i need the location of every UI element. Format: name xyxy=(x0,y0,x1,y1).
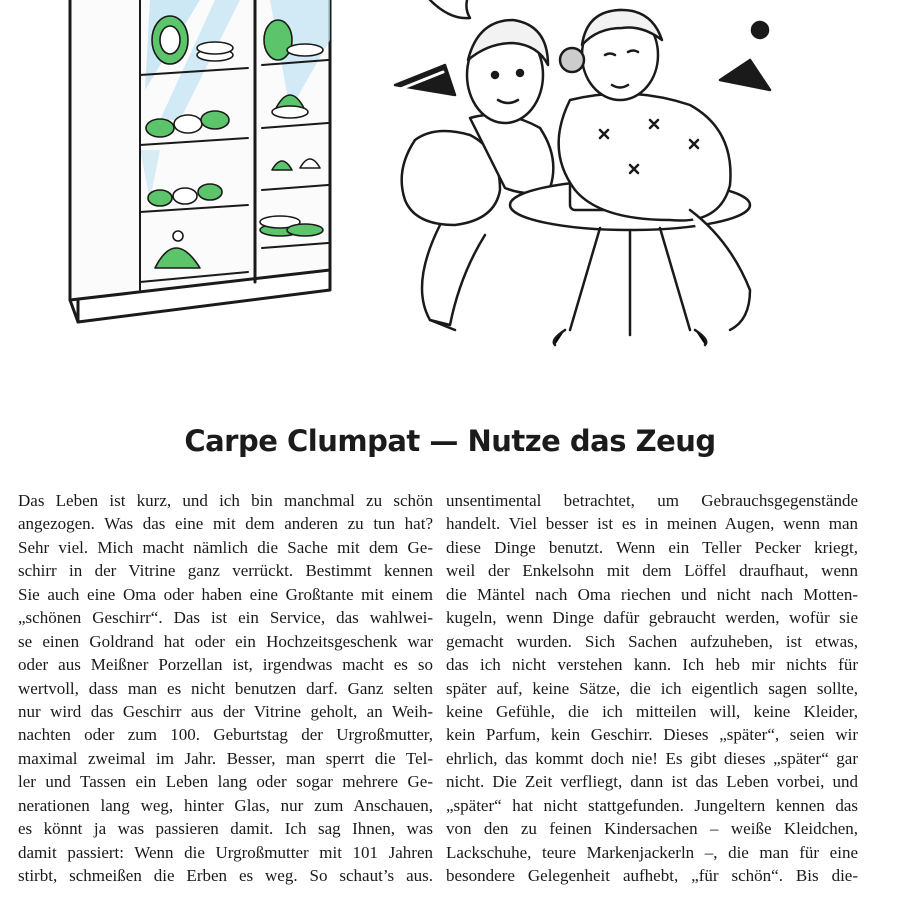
text-line: besondere Gelegenheit aufhebt, „für schön“. Bis die- xyxy=(446,866,858,885)
text-line: nerationen lang weg, hinter Glas, nur zum Anschauen, xyxy=(18,795,433,815)
text-line: „später“ hat nicht stattgefunden. Jungeltern kennen das xyxy=(446,795,858,815)
text-line: oder aus Meißner Porzellan ist, irgendwas macht es so xyxy=(18,655,433,675)
text-line: „schönen Geschirr“. Das ist ein Service, das wahlwei- xyxy=(18,608,433,628)
text-line: gemacht wurden. Sich Sachen aufzuheben, ist etwas, xyxy=(446,631,858,651)
text-line: stirbt, schmeißen die Erben es weg. So schaut’s aus. xyxy=(18,866,433,885)
text-line: unsentimental betrachtet, um Gebrauchsgegenstände xyxy=(446,491,858,510)
text-line: Sie auch eine Oma oder haben eine Großtante mit einem xyxy=(18,584,433,604)
text-line: wertvoll, dass man es nicht benutzen darf. Ganz selten xyxy=(18,678,433,698)
text-line: später auf, keine Sätze, die ich eigentlich sagen sollte, xyxy=(446,678,858,698)
text-line: kugeln, wenn Dinge dafür gebraucht werden, wofür sie xyxy=(446,608,858,628)
text-line: weil der Enkelsohn mit dem Löffel draufhaut, wenn xyxy=(446,561,858,581)
article-column-right xyxy=(446,489,858,887)
text-line: nur wird das Geschirr aus der Vitrine geholt, an Weih- xyxy=(18,701,433,721)
text-line: Sehr viel. Mich macht nämlich die Sache mit dem Ge- xyxy=(18,537,433,557)
text-line: maximal zweimal im Jahr. Besser, man sperrt die Tel- xyxy=(18,748,433,768)
text-line: keine Gefühle, die ich mitteilen will, keine Kleider, xyxy=(446,701,858,721)
text-line: se einen Goldrand hat oder ein Hochzeitsgeschenk war xyxy=(18,631,433,651)
text-line: nicht. Die Zeit verfliegt, dann ist das Leben vorbei, und xyxy=(446,772,858,792)
cartoon-illustration xyxy=(0,0,900,400)
text-line: nachten oder zum 100. Geburtstag der Urgroßmutter, xyxy=(18,725,433,745)
speech-bubble xyxy=(430,0,470,18)
text-line: ler und Tassen ein Leben lang oder sogar mehrere Ge- xyxy=(18,772,433,792)
text-line: handelt. Viel besser ist es in meinen Augen, wenn man xyxy=(446,514,858,534)
text-line: Das Leben ist kurz, und ich bin manchmal zu schön xyxy=(18,491,433,510)
text-line: die Mäntel nach Oma riechen und nicht nach Motten- xyxy=(446,584,858,604)
text-line: diese Dinge benutzt. Wenn ein Teller Pecker kriegt, xyxy=(446,537,858,557)
text-line: angezogen. Was das eine mit dem anderen zu tun hat? xyxy=(18,514,433,534)
text-line: es könnt ja was passieren damit. Ich sag Ihnen, was xyxy=(18,819,433,839)
woman-right xyxy=(559,10,770,330)
text-line: Lackschuhe, teure Markenjackerln –, die man für eine xyxy=(446,842,858,862)
text-line: von den zu feinen Kindersachen – weiße Kleidchen, xyxy=(446,819,858,839)
text-line: ehrlich, das kommt doch nie! Es gibt dieses „später“ gar xyxy=(446,748,858,768)
text-line: das ich nicht verstehen kann. Ich heb mir nichts für xyxy=(446,655,858,675)
text-line: schirr in der Vitrine ganz verrückt. Bestimmt kennen xyxy=(18,561,433,581)
text-line: damit passiert: Wenn die Urgroßmutter mit 101 Jahren xyxy=(18,842,433,862)
article-column-left xyxy=(18,489,433,887)
text-line: kein Parfum, kein Geschirr. Dieses „später“, seien wir xyxy=(446,725,858,745)
article-title: Carpe Clumpat — Nutze das Zeug xyxy=(184,424,716,458)
woman-left xyxy=(395,20,553,330)
